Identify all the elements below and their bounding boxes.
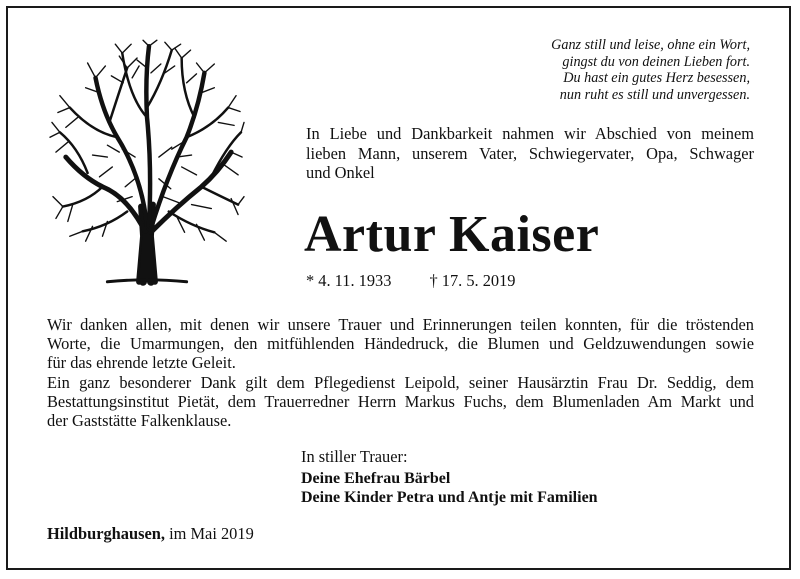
poem-line: Du hast ein gutes Herz besessen, (563, 70, 750, 87)
intro-line: und Onkel (306, 163, 375, 182)
poem-line: gingst du von deinen Lieben fort. (562, 53, 750, 70)
poem (450, 37, 750, 103)
mourning-label: In stiller Trauer: (301, 447, 408, 466)
birth-date: * 4. 11. 1933 (306, 271, 392, 290)
thanks-line: Worte, die Umarmungen, den mitfühlenden Händedruck, die Blumen und Geldzuwendungen sowie (47, 334, 754, 354)
thanks-line: Ein ganz besonderer Dank gilt dem Pflegedienst Leipold, seiner Hausärztin Frau Dr. Seddig, dem (47, 372, 754, 392)
date: im Mai 2019 (169, 524, 254, 543)
thanks-line: Wir danken allen, mit denen wir unsere Trauer und Erinnerungen teilen konnten, für die tröstenden (47, 315, 754, 334)
death-date: † 17. 5. 2019 (429, 271, 516, 290)
family-line: Deine Ehefrau Bärbel (301, 470, 451, 487)
poem-line: nun ruht es still und unvergessen. (559, 86, 750, 103)
thanks-text (47, 315, 754, 430)
life-dates (306, 271, 516, 291)
intro-line: lieben Mann, unserem Vater, Schwiegervater, Opa, Schwager (306, 143, 754, 163)
intro-line: In Liebe und Dankbarkeit nahmen wir Abschied von meinem (306, 124, 754, 143)
town: Hildburghausen, (47, 524, 165, 543)
deceased-name: Artur Kaiser (304, 206, 600, 263)
thanks-line: der Gaststätte Falkenklause. (47, 411, 232, 431)
place-date (47, 524, 254, 544)
intro-text (306, 124, 754, 183)
poem-line: Ganz still und leise, ohne ein Wort, (551, 37, 750, 53)
family-line: Deine Kinder Petra und Antje mit Familien (301, 489, 598, 506)
family-list (301, 469, 598, 507)
tree-icon (48, 36, 246, 288)
thanks-line: für das ehrende letzte Geleit. (47, 353, 236, 373)
thanks-line: Bestattungsinstitut Pietät, dem Trauerredner Herrn Markus Fuchs, dem Blumenladen Am Markt und (47, 391, 754, 411)
